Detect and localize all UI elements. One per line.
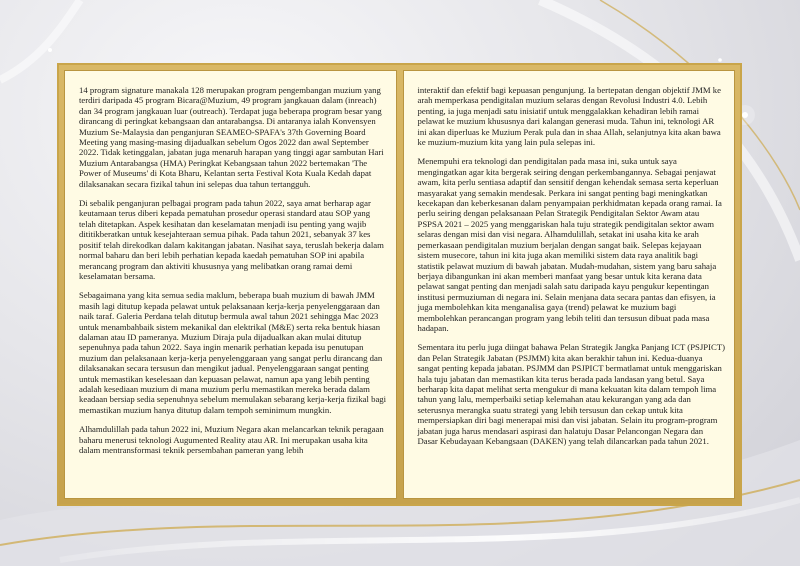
left-paragraph-3: Sebagaimana yang kita semua sedia maklum, beberapa buah muzium di bawah JMM masih lagi ditutup kepada pelawat untuk pelaksanaan kerja-kerja penyelenggaraan dan naik taraf. Galeria Perdana telah ditutup bermula awal tahun 2021 sehingga Mac 2023 untuk menambahbaik sistem mekanikal dan elektrikal (M&E) serta reka bentuk hiasan dalaman atau ID pameranya. Muzium Diraja pula dijadualkan akan mulai ditutup sepenuhnya pada tahun 2022. Saya ingin menarik perhatian kepada isu penutupan muzium dan pelaksanaan kerja-kerja penyelenggaraan yang sangat perlu dirancang dan dilaksanakan secara tersusun dan mengikut jadual. Penyelenggaraan sangat penting untuk memastikan keselesaan dan kepuasan pelawat, namun apa yang lebih penting adalah kesediaan muzium di mana muzium perlu memastikan mereka berada dalam keadaan bersiap sedia sepenuhnya sebelum memulakan sebarang kerja-kerja fizikal bagi memastikan muzium hanya ditutup dalam tempoh seminimum mungkin. (79, 290, 387, 415)
right-paragraph-1: interaktif dan efektif bagi kepuasan pengunjung. Ia bertepatan dengan objektif JMM ke arah memperkasa pendigitalan muzium selaras dengan Revolusi Industri 4.0. Lebih penting, ia juga menjadi satu inisiatif untuk menggalakkan kehadiran lebih ramai pelawat ke muzium khususnya dari kalangan generasi muda. Tahun ini, teknologi AR ini akan diperluas ke Muzium Perak pula dan in shaa Allah, selanjutnya kita akan bawa ke muzium-muzium kita yang lain pula selepas ini. (417, 85, 721, 148)
right-text-column (403, 70, 736, 499)
content-frame-inner (64, 70, 735, 499)
left-paragraph-1: 14 program signature manakala 128 merupakan program pengembangan muzium yang terdiri daripada 45 program Bicara@Muzium, 49 program jangkauan dalam (inreach) dan 34 program jangkauan luar (outreach). Terdapat juga beberapa program besar yang dirancang di peringkat kebangsaan dan antarabangsa. Di antaranya ialah Konvensyen Muzium Se-Malaysia dan penganjuran SEAMEO-SPAFA's 37th Governing Board Meeting yang masing-masing dijadualkan sebelum Ogos 2022 dan awal September 2022. Tidak ketinggalan, jabatan juga menaruh harapan yang tinggi agar sambutan Hari Muzium Antarabangsa (HMA) Peringkat Kebangsaan tahun 2022 bertemakan 'The Power of Museums' di Kota Bharu, Kelantan serta Festival Kota Kuala Kedah dapat dilaksanakan secara fizikal tahun ini selepas dua tahun tertangguh. (79, 85, 384, 189)
left-paragraph-4: Alhamdulillah pada tahun 2022 ini, Muzium Negara akan melancarkan teknik peragaan baharu menerusi teknologi Augumented Reality atau AR. Ini merupakan usaha kita dalam mentransformasi teknik persembahan pameran yang lebih (79, 424, 384, 455)
content-frame (57, 63, 742, 506)
right-paragraph-2: Menempuhi era teknologi dan pendigitalan pada masa ini, suka untuk saya mengingatkan agar kita bergerak seiring dengan perkembangannya. Sebagai penjawat awam, kita perlu sentiasa adaptif dan sensitif dengan kehendak semasa serta keperluan masyarakat yang semakin mendesak. Perkara ini sangat penting bagi meningkatkan kecekapan dan keberkesanan dalam penyampaian perkhidmatan kepada orang ramai. Ia perlu seiring dengan pelaksanaan Pelan Strategik Pendigitalan Sektor Awam atau PSPSA 2021 – 2025 yang menggariskan hala tuju strategik pendigitalan sektor awam selaras dengan misi dan visi negara. Alhamdulillah, setakat ini usaha kita ke arah pemerkasaan pendigitalan muzium berjalan dengan sangat baik. Selepas kejayaan sistem musecore, tahun ini kita juga akan memiliki sistem data raya analitik bagi statistik pelawat muzium di bawah jabatan. Mudah-mudahan, sistem yang baru sahaja berjaya dibangunkan ini akan memberi manfaat yang besar untuk kita kerana data pelawat sangat penting dan menjadi salah satu daripada kayu pengukur kepentingan institusi permuziuman di negara ini. Selain menjana data secara pantas dan efisyen, ia juga membolehkan kita menganalisa gaya (trend) pelawat ke muzium bagi membolehkan perancangan program yang lebih teliti dan tersusun dibuat pada masa hadapan. (417, 156, 722, 333)
left-text-column (64, 70, 397, 499)
left-paragraph-2: Di sebalik penganjuran pelbagai program pada tahun 2022, saya amat berharap agar keutamaan terus diberi kepada pematuhan prosedur operasi standard atau SOP yang telah ditetapkan. Aspek kesihatan dan keselamatan menjadi isu penting yang wajib dititikberatkan untuk kesejahteraan semua pihak. Pada tahun 2021, sebanyak 37 kes positif telah direkodkan dalam kakitangan jabatan. Nasihat saya, teruslah bekerja dalam normal baharu dan beri lebih perhatian kepada kaedah pematuhan SOP ini apabila merancang program dan aktiviti khususnya yang melibatkan orang ramai demi keselamatan bersama. (79, 198, 384, 281)
right-paragraph-3: Sementara itu perlu juga diingat bahawa Pelan Strategik Jangka Panjang ICT (PSJPICT) dan Pelan Strategik Jabatan (PSJMM) kita akan berakhir tahun ini. Kedua-duanya sangat penting kepada jabatan. PSJMM dan PSJPICT bermatlamat untuk menggariskan hala tuju jabatan dan memastikan kita terus berada pada landasan yang betul. Saya berharap kita dapat melihat serta mengukur di mana kekuatan kita dalam tempoh lima tahun yang lalu, memperbaiki setiap kelemahan atau kekurangan yang ada dan seterusnya merangka suatu strategi yang lebih tersusun dan cekap untuk kita mempersiapkan diri bagi menerapai misi dan visi jabatan. Selain itu program-program jabatan juga harus mendasari aspirasi dan halatuju Dasar Pelancongan Negara dan Dasar Kebudayaan Kebangsaan (DAKEN) yang telah dilancarkan pada tahun 2021. (417, 342, 725, 446)
